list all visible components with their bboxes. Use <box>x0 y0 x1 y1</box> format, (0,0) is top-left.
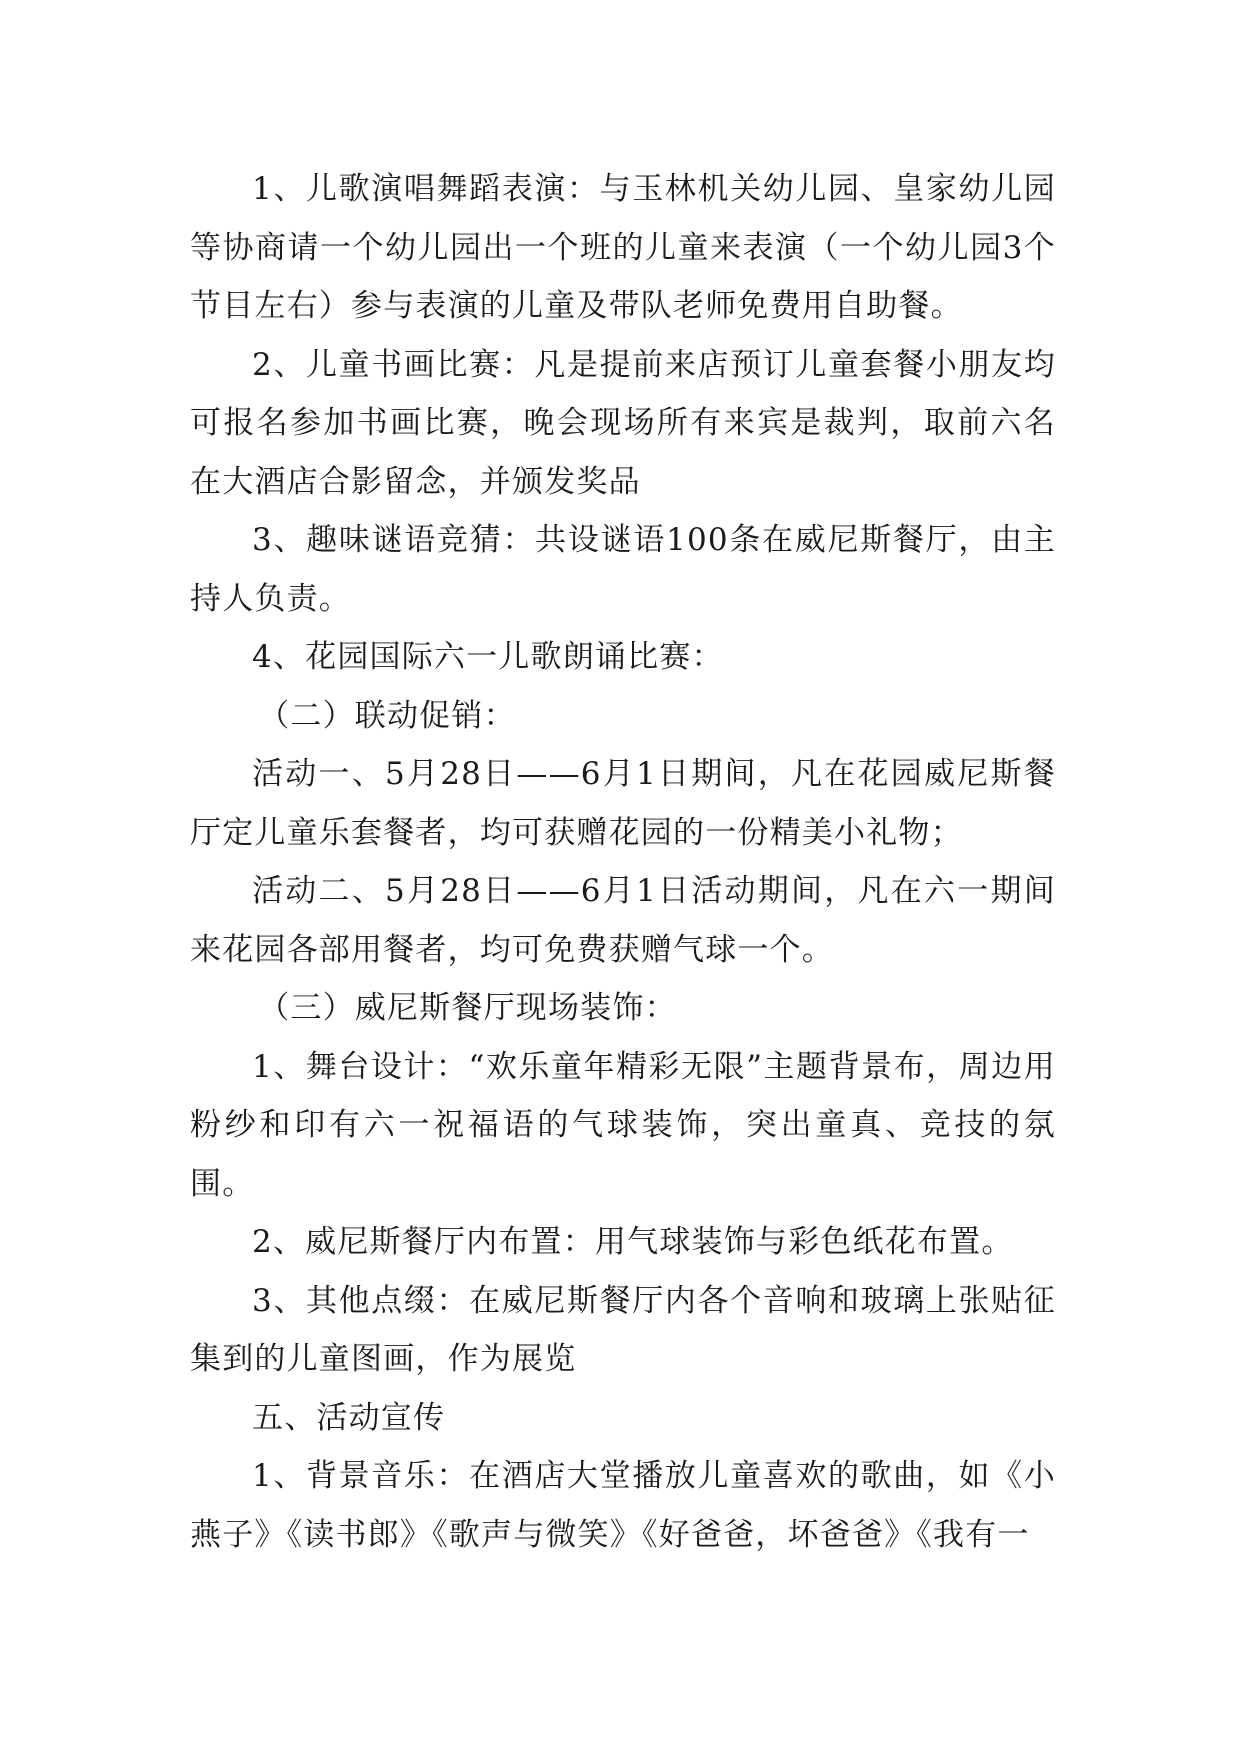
section-heading-promotion: （二）联动促销： <box>258 697 516 734</box>
paragraph-painting-contest: 2、儿童书画比赛：凡是提前来店预订儿童套餐小朋友均可报名参加书画比赛，晚会现场所有来宾是裁判，取前六名在大酒店合影留念，并颁发奖品 <box>190 346 1056 500</box>
paragraph-recitation: 4、花园国际六一儿歌朗诵比赛： <box>252 639 724 675</box>
paragraph-riddles: 3、趣味谜语竞猜：共设谜语100条在威尼斯餐厅，由主持人负责。 <box>190 522 1056 617</box>
paragraph-other-decoration: 3、其他点缀：在威尼斯餐厅内各个音响和玻璃上张贴征集到的儿童图画，作为展览 <box>190 1282 1056 1377</box>
paragraph-background-music: 1、背景音乐：在酒店大堂播放儿童喜欢的歌曲，如《小燕子》《读书郎》《歌声与微笑》《好爸爸，坏爸爸》《我有一 <box>190 1458 1056 1553</box>
section-heading-publicity: 五、活动宣传 <box>252 1399 446 1436</box>
paragraph-activity-two: 活动二、5月28日——6月1日活动期间，凡在六一期间来花园各部用餐者，均可免费获赠气球一个。 <box>190 873 1056 968</box>
section-heading-decoration: （三）威尼斯餐厅现场装饰： <box>258 990 677 1026</box>
document-body <box>190 160 1056 1564</box>
paragraph-restaurant-layout: 2、威尼斯餐厅内布置：用气球装饰与彩色纸花布置。 <box>252 1224 1014 1260</box>
paragraph-activity-one: 活动一、5月28日——6月1日期间，凡在花园威尼斯餐厅定儿童乐套餐者，均可获赠花园的一份精美小礼物； <box>190 756 1056 851</box>
paragraph-performance: 1、儿歌演唱舞蹈表演：与玉林机关幼儿园、皇家幼儿园等协商请一个幼儿园出一个班的儿童来表演（一个幼儿园3个节目左右）参与表演的儿童及带队老师免费用自助餐。 <box>190 171 1056 324</box>
paragraph-stage-design: 1、舞台设计：“欢乐童年精彩无限”主题背景布，周边用粉纱和印有六一祝福语的气球装饰，突出童真、竞技的氛围。 <box>190 1048 1056 1202</box>
